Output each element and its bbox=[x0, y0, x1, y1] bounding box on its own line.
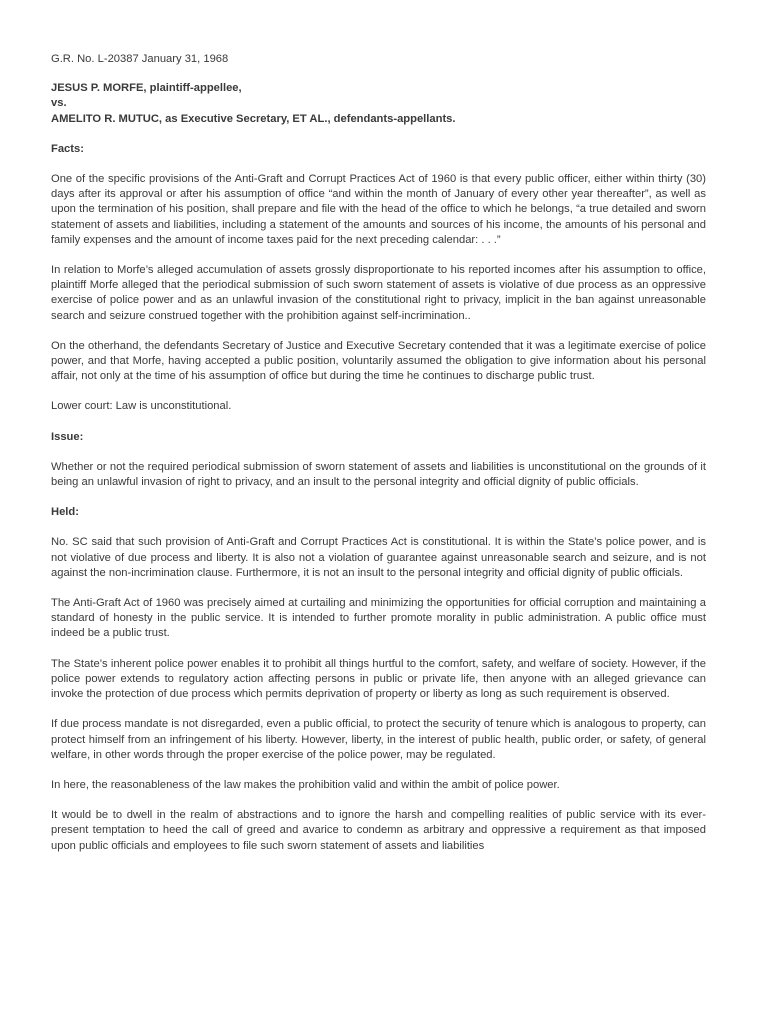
plaintiff-line: JESUS P. MORFE, plaintiff-appellee, bbox=[51, 82, 242, 95]
held-paragraph: No. SC said that such provision of Anti-Graft and Corrupt Practices Act is constitutional. It is within the State’s police power, and is not violative of due process and liberty. It is also not a violation of guarantee against unreasonable search and seizure, and is not against the non-incrimination clause. Furthermore, it is not an insult to the personal integrity and official dignity of public officials. bbox=[51, 536, 706, 579]
facts-paragraph: One of the specific provisions of the Anti-Graft and Corrupt Practices Act of 1960 is that every public officer, either within thirty (30) days after its approval or after his assumption of office “and within the month of January of every other year thereafter”, as well as upon the termination of his position, shall prepare and file with the head of the office to which he belongs, “a true detailed and sworn statement of assets and liabilities, including a statement of the amounts and sources of his income, the amounts of his personal and family expenses and the amount of income taxes paid for the next preceding calendar: . . .” bbox=[51, 173, 706, 246]
case-number: G.R. No. L-20387 January 31, 1968 bbox=[51, 53, 229, 65]
held-paragraph: In here, the reasonableness of the law makes the prohibition valid and within the ambit of police power. bbox=[51, 778, 560, 791]
facts-paragraph: On the otherhand, the defendants Secretary of Justice and Executive Secretary contended that it was a legitimate exercise of police power, and that Morfe, having accepted a public position, voluntarily assumed the obligation to give information about his personal affair, not only at the time of his assumption of office but during the time he continues to discharge public trust. bbox=[51, 339, 706, 383]
facts-heading: Facts: bbox=[51, 142, 84, 155]
held-paragraph: It would be to dwell in the realm of abstractions and to ignore the harsh and compelling realities of public service with its ever-present temptation to heed the call of greed and avarice to condemn as arbitrary and oppressive a requirement as that imposed upon public officials and employees to file such sworn statement of assets and liabilities bbox=[51, 809, 706, 852]
versus-line: vs. bbox=[51, 97, 67, 110]
issue-paragraph: Whether or not the required periodical submission of sworn statement of assets and liabilities is unconstitutional on the grounds of it being an unlawful invasion of right to privacy, and an insult to the personal integrity and official dignity of public officials. bbox=[51, 460, 706, 489]
facts-paragraph: In relation to Morfe’s alleged accumulation of assets grossly disproportionate to his reported incomes after his assumption to office, plaintiff Morfe alleged that the periodical submission of such sworn statement of assets is violative of due process as an oppressive exercise of police power and as an unlawful invasion of the constitutional right to privacy, implicit in the ban against unreasonable search and seizure construed together with the prohibition against self-incrimination.. bbox=[51, 264, 706, 322]
held-paragraph: The Anti-Graft Act of 1960 was precisely aimed at curtailing and minimizing the opportunities for official corruption and maintaining a standard of honesty in the public service. It is intended to further promote morality in public administration. A public office must indeed be a public trust. bbox=[51, 597, 706, 640]
lower-court-ruling: Lower court: Law is unconstitutional. bbox=[51, 400, 232, 413]
held-heading: Held: bbox=[51, 506, 79, 519]
case-caption bbox=[51, 81, 706, 127]
held-paragraph: The State’s inherent police power enables it to prohibit all things hurtful to the comfort, safety, and welfare of society. However, if the police power extends to regulatory action affecting persons in public or private life, then anyone with an alleged grievance can invoke the protection of due process which permits deprivation of property or liberty as long as such requirement is observed. bbox=[51, 657, 706, 701]
issue-heading: Issue: bbox=[51, 430, 84, 443]
held-paragraph: If due process mandate is not disregarded, even a public official, to protect the security of tenure which is analogous to property, can protect himself from an infringement of his liberty. However, liberty, in the interest of public health, public order, or safety, of general welfare, in other words through the proper exercise of the police power, may be regulated. bbox=[51, 718, 706, 761]
defendants-line: AMELITO R. MUTUC, as Executive Secretary, ET AL., defendants-appellants. bbox=[51, 112, 456, 125]
